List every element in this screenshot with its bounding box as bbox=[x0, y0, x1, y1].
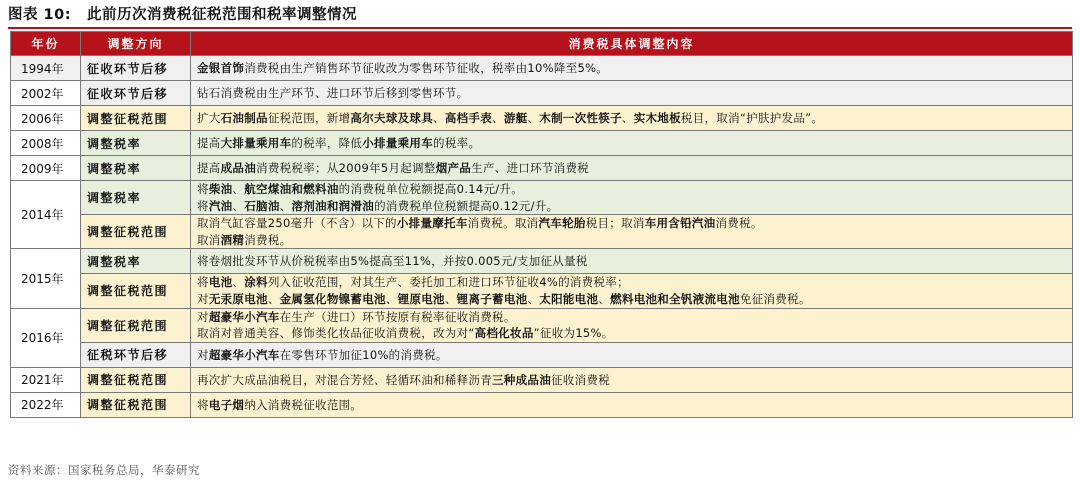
table-row bbox=[11, 56, 1073, 81]
table-row bbox=[11, 106, 1073, 131]
year-cell: 2008年 bbox=[11, 131, 81, 156]
figure-label: 图表 10: bbox=[8, 7, 72, 23]
direction-cell: 调整税率 bbox=[81, 181, 191, 215]
direction-cell: 调整征税范围 bbox=[81, 274, 191, 308]
table-row bbox=[11, 249, 1073, 274]
year-cell: 2016年 bbox=[11, 308, 81, 367]
content-cell: 扩大石油制品征税范围，新增高尔夫球及球具、高档手表、游艇、木制一次性筷子、实木地板税目，取消“护肤护发品”。 bbox=[191, 106, 1073, 131]
direction-cell: 调整税率 bbox=[81, 249, 191, 274]
year-cell: 2002年 bbox=[11, 81, 81, 106]
table-row bbox=[11, 308, 1073, 342]
year-cell: 2006年 bbox=[11, 106, 81, 131]
content-cell: 取消气缸容量250毫升（不含）以下的小排量摩托车消费税。取消汽车轮胎税目；取消车用含铅汽油消费税。 取消酒精消费税。 bbox=[191, 215, 1073, 249]
content-cell: 钻石消费税由生产环节、进口环节后移到零售环节。 bbox=[191, 81, 1073, 106]
direction-cell: 征收环节后移 bbox=[81, 81, 191, 106]
tax-adjustment-table bbox=[10, 31, 1073, 418]
year-cell: 2014年 bbox=[11, 181, 81, 249]
title-rule bbox=[8, 27, 1072, 29]
content-cell: 将电子烟纳入消费税征收范围。 bbox=[191, 392, 1073, 417]
header-row bbox=[11, 32, 1073, 56]
content-cell: 提高成品油消费税税率；从2009年5月起调整烟产品生产、进口环节消费税 bbox=[191, 156, 1073, 181]
table-row bbox=[11, 367, 1073, 392]
direction-cell: 调整征税范围 bbox=[81, 215, 191, 249]
direction-cell: 调整征税范围 bbox=[81, 392, 191, 417]
source-note: 资料来源：国家税务总局，华泰研究 bbox=[8, 463, 200, 477]
table-row bbox=[11, 81, 1073, 106]
figure-title bbox=[8, 4, 357, 26]
table-row bbox=[11, 274, 1073, 308]
content-cell: 将卷烟批发环节从价税税率由5%提高至11%，并按0.005元/支加征从量税 bbox=[191, 249, 1073, 274]
direction-cell: 调整税率 bbox=[81, 156, 191, 181]
header-direction: 调整方向 bbox=[81, 32, 191, 56]
year-cell: 1994年 bbox=[11, 56, 81, 81]
direction-cell: 调整税率 bbox=[81, 131, 191, 156]
direction-cell: 调整征税范围 bbox=[81, 308, 191, 342]
table-row bbox=[11, 392, 1073, 417]
year-cell: 2022年 bbox=[11, 392, 81, 417]
content-cell: 提高大排量乘用车的税率，降低小排量乘用车的税率。 bbox=[191, 131, 1073, 156]
direction-cell: 征税环节后移 bbox=[81, 342, 191, 367]
direction-cell: 调整征税范围 bbox=[81, 106, 191, 131]
content-cell: 将柴油、航空煤油和燃料油的消费税单位税额提高0.14元/升。 将汽油、石脑油、溶剂油和润滑油的消费税单位税额提高0.12元/升。 bbox=[191, 181, 1073, 215]
content-cell: 对超豪华小汽车在生产（进口）环节按原有税率征收消费税。 取消对普通美容、修饰类化妆品征收消费税，改为对“高档化妆品”征收为15%。 bbox=[191, 308, 1073, 342]
table-row bbox=[11, 342, 1073, 367]
figure-caption: 此前历次消费税征税范围和税率调整情况 bbox=[87, 7, 358, 23]
table-row bbox=[11, 181, 1073, 215]
table-row bbox=[11, 156, 1073, 181]
year-cell: 2021年 bbox=[11, 367, 81, 392]
direction-cell: 征收环节后移 bbox=[81, 56, 191, 81]
table-row bbox=[11, 215, 1073, 249]
direction-cell: 调整征税范围 bbox=[81, 367, 191, 392]
header-content: 消费税具体调整内容 bbox=[191, 32, 1073, 56]
content-cell: 将电池、涂料列入征收范围，对其生产、委托加工和进口环节征收4%的消费税率； 对无汞原电池、金属氢化物镍蓄电池、锂原电池、锂离子蓄电池、太阳能电池、燃料电池和全钒液流电池免征消费税。 bbox=[191, 274, 1073, 308]
year-cell: 2015年 bbox=[11, 249, 81, 308]
table-row bbox=[11, 131, 1073, 156]
content-cell: 对超豪华小汽车在零售环节加征10%的消费税。 bbox=[191, 342, 1073, 367]
content-cell: 再次扩大成品油税目，对混合芳烃、轻循环油和稀释沥青三种成品油征收消费税 bbox=[191, 367, 1073, 392]
year-cell: 2009年 bbox=[11, 156, 81, 181]
header-year: 年份 bbox=[11, 32, 81, 56]
content-cell: 金银首饰消费税由生产销售环节征收改为零售环节征收，税率由10%降至5%。 bbox=[191, 56, 1073, 81]
